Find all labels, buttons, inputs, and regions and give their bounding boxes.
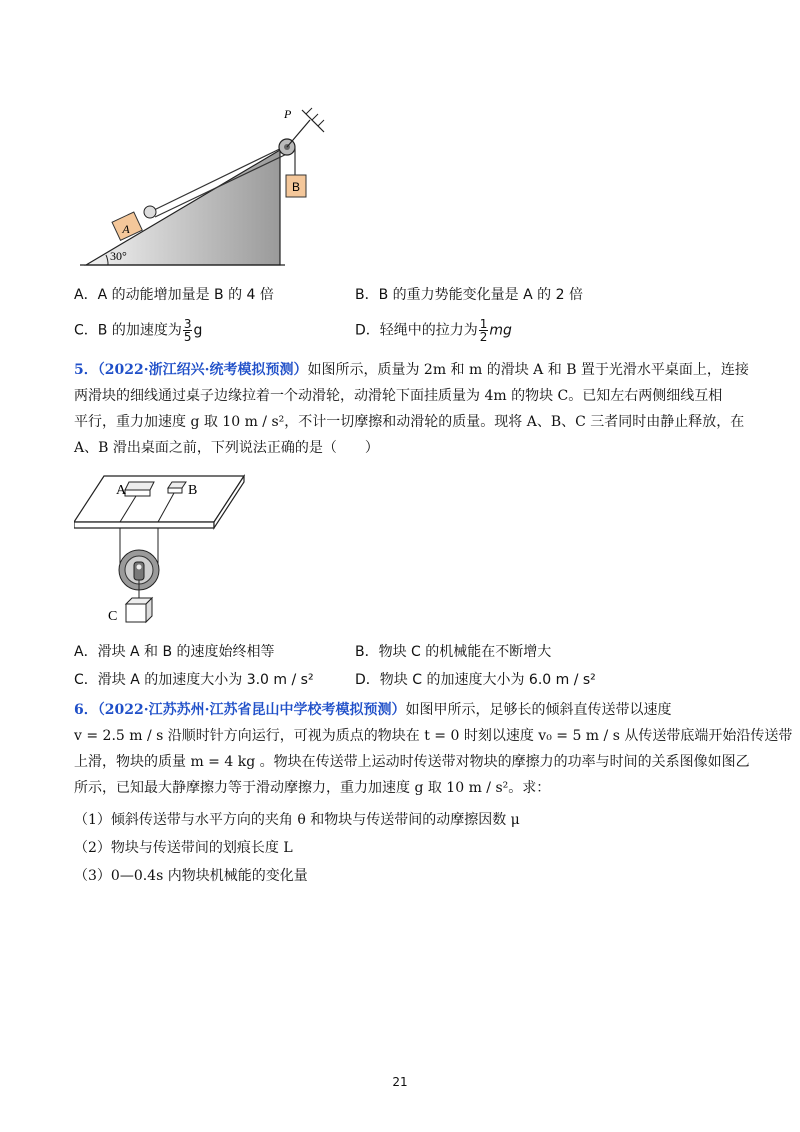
q6-sub2: （2）物块与传送带间的划痕长度 L xyxy=(74,840,293,856)
q5-option-a: A．滑块 A 和 B 的速度始终相等 xyxy=(74,644,275,660)
q5-number: 5． xyxy=(74,362,98,378)
incline-pulley-figure xyxy=(80,100,340,272)
q4-option-d-prefix: D．轻绳中的拉力为 xyxy=(355,322,478,339)
q5-line1 xyxy=(74,360,749,380)
q4-option-c-suffix: g xyxy=(193,322,203,339)
label-b: B xyxy=(188,483,198,498)
incline-wedge xyxy=(86,150,280,265)
q6-text-1: 如图甲所示，足够长的倾斜直传送带以速度 xyxy=(405,702,672,718)
q5-option-c: C．滑块 A 的加速度大小为 3.0 m / s² xyxy=(74,672,314,688)
q4-option-c-prefix: C．B 的加速度为 xyxy=(74,322,182,339)
q6-line2: v = 2.5 m / s 沿顺时针方向运行，可视为质点的物块在 t = 0 时刻以速度 v₀ = 5 m / s 从传送带底端开始沿传送带 xyxy=(74,728,793,744)
q5-line2: 两滑块的细线通过桌子边缘拉着一个动滑轮，动滑轮下面挂质量为 4m 的物块 C。已知左右两侧细线互相 xyxy=(74,388,723,404)
label-angle: 30° xyxy=(110,249,127,263)
q4-c-num: 3 xyxy=(183,317,192,331)
q4-option-d-suffix: mg xyxy=(489,322,512,339)
label-a: A xyxy=(122,222,130,236)
q6-line3: 上滑，物块的质量 m = 4 kg 。物块在传送带上运动时传送带对物块的摩擦力的功率与时间的关系图像如图乙 xyxy=(74,754,750,770)
q5-option-d: D．物块 C 的加速度大小为 6.0 m / s² xyxy=(355,672,596,688)
block-a xyxy=(125,482,154,496)
q6-sub3: （3）0—0.4s 内物块机械能的变化量 xyxy=(74,868,308,884)
q4-d-num: 1 xyxy=(479,317,488,331)
q6-sub1: （1）倾斜传送带与水平方向的夹角 θ 和物块与传送带间的动摩擦因数 μ xyxy=(74,812,520,828)
q4-option-b: B．B 的重力势能变化量是 A 的 2 倍 xyxy=(355,287,583,303)
label-a: A xyxy=(116,483,127,498)
small-pulley xyxy=(144,206,156,218)
q5-option-b: B．物块 C 的机械能在不断增大 xyxy=(355,644,552,660)
label-c: C xyxy=(108,609,118,624)
q5-source: （2022·浙江绍兴·统考模拟预测） xyxy=(97,362,308,378)
q4-option-d-fraction xyxy=(479,318,489,343)
label-b: B xyxy=(291,180,301,194)
q6-line4: 所示，已知最大静摩擦力等于滑动摩擦力，重力加速度 g 取 10 m / s²。求： xyxy=(74,780,551,796)
label-p: P xyxy=(284,107,292,121)
q4-option-a: A．A 的动能增加量是 B 的 4 倍 xyxy=(74,287,274,303)
q5-line3: 平行，重力加速度 g 取 10 m / s²，不计一切摩擦和动滑轮的质量。现将 A、B、C 三者同时由静止释放，在 xyxy=(74,414,745,430)
q5-line4: A、B 滑出桌面之前，下列说法正确的是（ ） xyxy=(74,440,379,456)
q6-source: （2022·江苏苏州·江苏省昆山中学校考模拟预测） xyxy=(97,702,406,718)
q4-c-den: 5 xyxy=(183,330,192,344)
q4-d-den: 2 xyxy=(479,330,488,344)
table-pulley-figure xyxy=(74,470,264,630)
q4-option-c-fraction xyxy=(183,318,193,343)
page-number: 21 xyxy=(392,1075,408,1089)
q6-number: 6． xyxy=(74,702,98,718)
q4-option-c xyxy=(74,318,202,343)
block-c xyxy=(126,598,152,622)
q5-text-1: 如图所示，质量为 2m 和 m 的滑块 A 和 B 置于光滑水平桌面上，连接 xyxy=(307,362,749,378)
q6-line1 xyxy=(74,700,671,720)
q4-option-d xyxy=(355,318,512,343)
